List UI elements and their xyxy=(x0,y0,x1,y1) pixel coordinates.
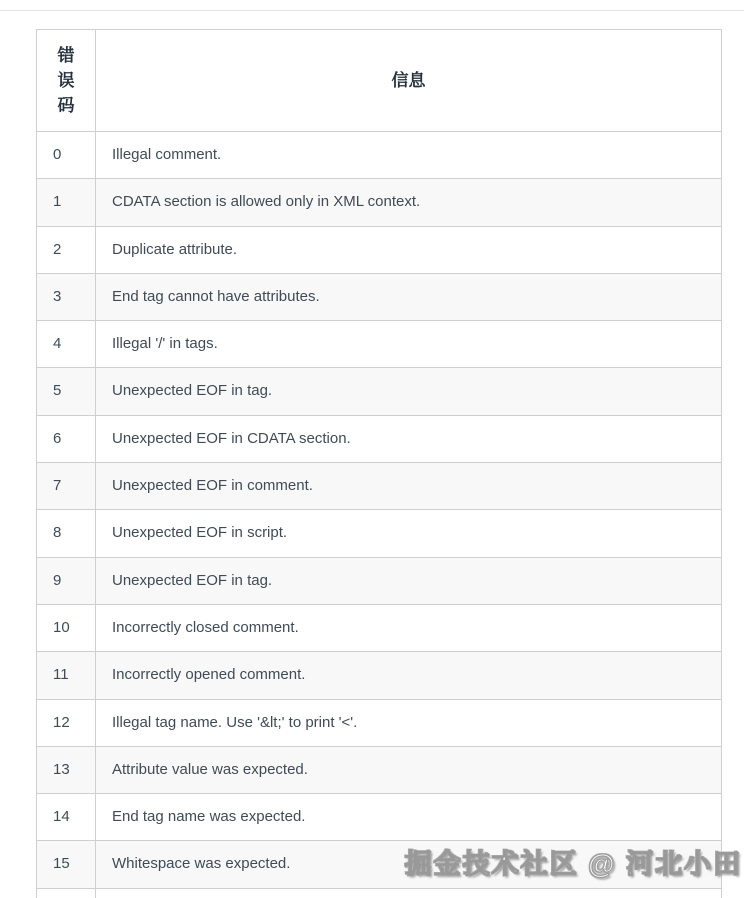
error-code-cell: 4 xyxy=(37,321,96,368)
error-code-cell: 2 xyxy=(37,226,96,273)
table-body xyxy=(37,132,722,898)
error-code-cell: 13 xyxy=(37,746,96,793)
table-row xyxy=(37,699,722,746)
error-code-cell: 15 xyxy=(37,841,96,888)
error-code-cell: 9 xyxy=(37,557,96,604)
watermark: 掘金技术社区 @ 河北小田 xyxy=(404,849,742,879)
message-cell: CDATA section is allowed only in XML context. xyxy=(96,179,722,226)
table-row xyxy=(37,746,722,793)
error-code-table xyxy=(36,29,722,898)
message-cell: Unexpected EOF in tag. xyxy=(96,557,722,604)
table-row xyxy=(37,652,722,699)
table-row xyxy=(37,226,722,273)
top-divider xyxy=(0,10,744,11)
message-cell: Unexpected EOF in script. xyxy=(96,510,722,557)
table-row xyxy=(37,415,722,462)
table-row xyxy=(37,510,722,557)
message-cell xyxy=(96,888,722,898)
error-code-cell: 6 xyxy=(37,415,96,462)
error-code-cell: 10 xyxy=(37,604,96,651)
message-cell: Illegal comment. xyxy=(96,132,722,179)
error-code-cell: 5 xyxy=(37,368,96,415)
message-cell: Illegal tag name. Use '&lt;' to print '<'. xyxy=(96,699,722,746)
message-cell: End tag name was expected. xyxy=(96,794,722,841)
message-cell: Unexpected EOF in comment. xyxy=(96,463,722,510)
error-code-column-header: 错误码 xyxy=(37,30,96,132)
error-code-cell: 7 xyxy=(37,463,96,510)
error-code-cell: 8 xyxy=(37,510,96,557)
message-column-header: 信息 xyxy=(96,30,722,132)
table-row xyxy=(37,794,722,841)
table-row xyxy=(37,368,722,415)
error-code-cell xyxy=(37,888,96,898)
message-cell: Duplicate attribute. xyxy=(96,226,722,273)
error-code-cell: 0 xyxy=(37,132,96,179)
message-cell: Unexpected EOF in tag. xyxy=(96,368,722,415)
table-row-partial xyxy=(37,888,722,898)
message-cell: Illegal '/' in tags. xyxy=(96,321,722,368)
error-code-cell: 1 xyxy=(37,179,96,226)
message-cell: Incorrectly closed comment. xyxy=(96,604,722,651)
table-header-row xyxy=(37,30,722,132)
table-row xyxy=(37,273,722,320)
message-cell: End tag cannot have attributes. xyxy=(96,273,722,320)
message-cell: Whitespace was expected. xyxy=(96,841,722,888)
message-cell: Incorrectly opened comment. xyxy=(96,652,722,699)
message-cell: Attribute value was expected. xyxy=(96,746,722,793)
table-row xyxy=(37,557,722,604)
table-row xyxy=(37,604,722,651)
table-row xyxy=(37,179,722,226)
table-row xyxy=(37,321,722,368)
error-code-cell: 14 xyxy=(37,794,96,841)
table-row xyxy=(37,132,722,179)
message-cell: Unexpected EOF in CDATA section. xyxy=(96,415,722,462)
error-code-cell: 3 xyxy=(37,273,96,320)
table-row xyxy=(37,463,722,510)
error-code-cell: 11 xyxy=(37,652,96,699)
error-code-cell: 12 xyxy=(37,699,96,746)
